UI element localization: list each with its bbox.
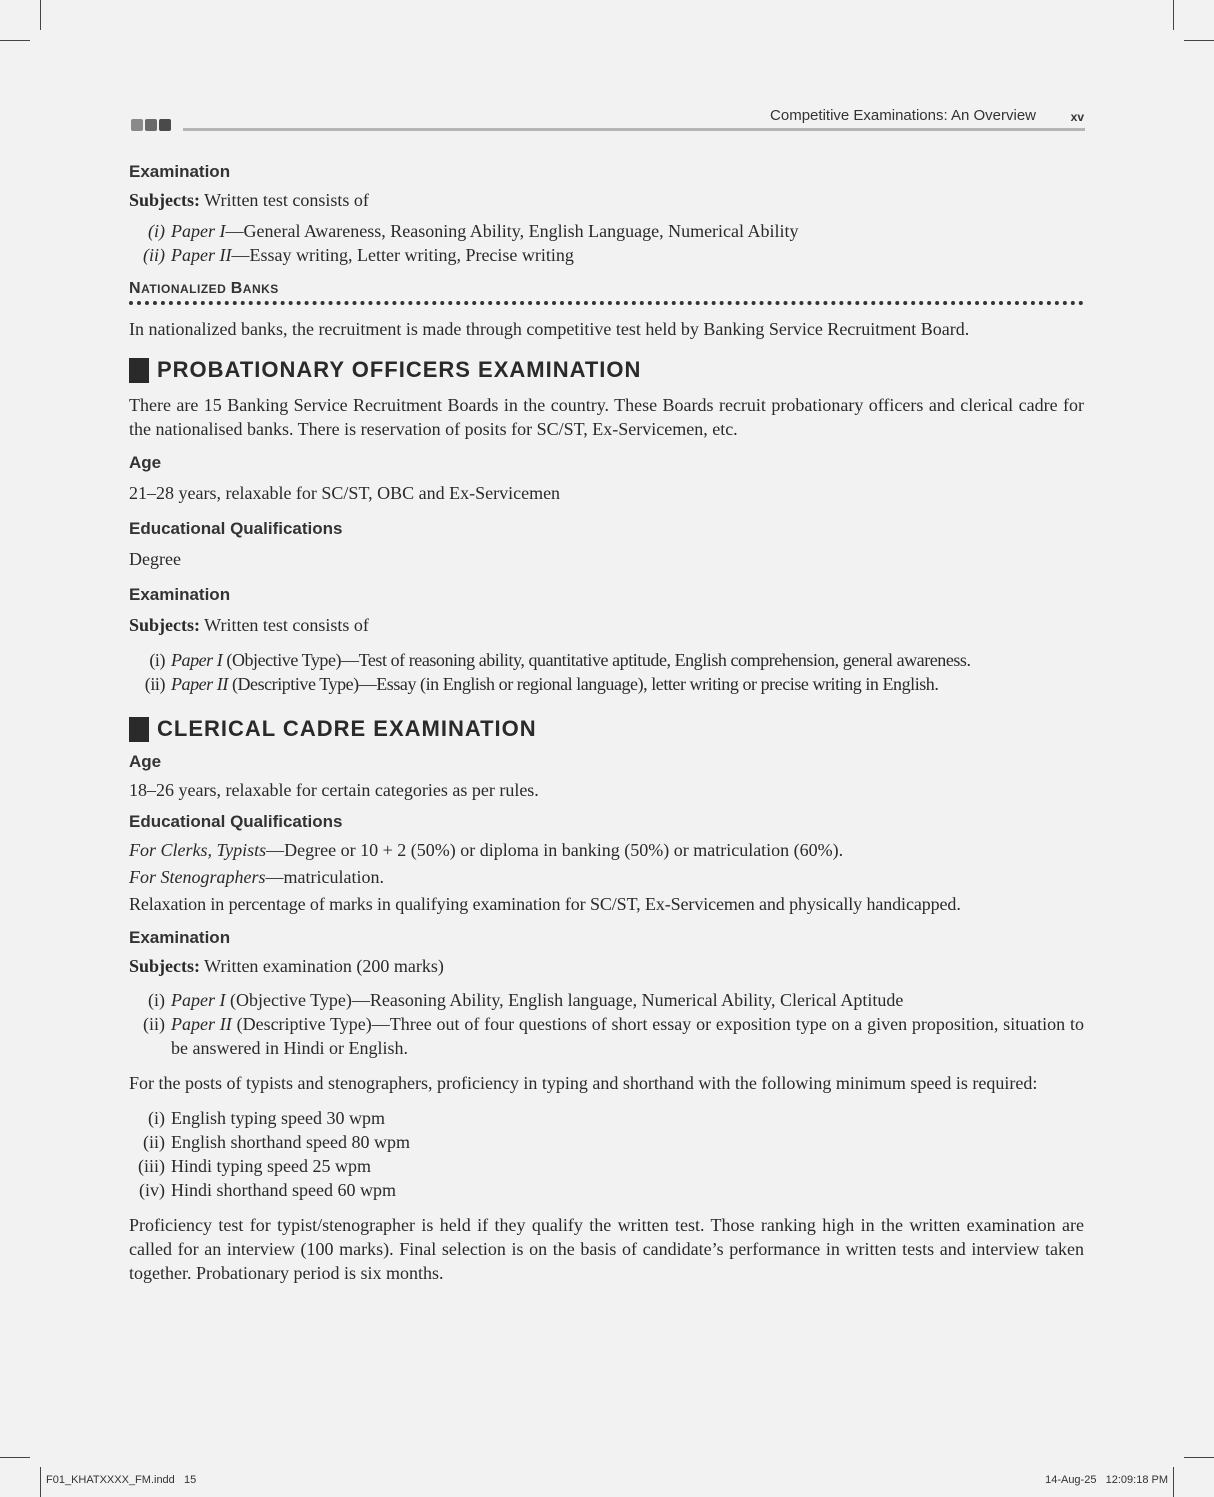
footer-timestamp: 14-Aug-25 12:09:18 PM — [1045, 1474, 1168, 1486]
subjects-label: Subjects: — [129, 956, 200, 976]
list-item — [129, 648, 1084, 672]
list-item — [129, 672, 1084, 696]
crop-mark — [1184, 1457, 1214, 1458]
item-number: (iii) — [138, 1156, 165, 1176]
list-item — [129, 1154, 1084, 1178]
examination-heading: Examination — [129, 585, 231, 604]
footer-file-slug: F01_KHATXXXX_FM.indd 15 — [46, 1474, 197, 1486]
list-item — [129, 1012, 1084, 1060]
heading-rest: ATIONALIZED — [141, 282, 227, 296]
section-heading-clerical — [129, 716, 1084, 742]
paper-text: (Objective Type)—Reasoning Ability, English language, Numerical Ability, Clerical Aptitude — [225, 990, 904, 1010]
item-number: (ii) — [143, 1132, 165, 1152]
crop-mark — [1184, 40, 1214, 41]
speed-text: English shorthand speed 80 wpm — [171, 1132, 410, 1152]
list-item — [129, 243, 1084, 267]
crop-mark — [40, 0, 41, 30]
item-number: (i) — [148, 1108, 165, 1128]
heading-block-icon — [129, 358, 149, 383]
nationalized-text: In nationalized banks, the recruitment is made through competitive test held by Banking Service Recruitment Board. — [129, 319, 970, 339]
age-text: 18–26 years, relaxable for certain categories as per rules. — [129, 780, 539, 800]
steno-qualification — [129, 865, 1084, 889]
speed-intro: For the posts of typists and stenographers, proficiency in typing and shorthand with the following minimum speed is required: — [129, 1073, 1038, 1093]
paper-name: Paper I — [171, 650, 223, 670]
item-number: (i) — [148, 221, 165, 241]
paper-name: Paper II — [171, 674, 228, 694]
subjects-label: Subjects: — [129, 615, 200, 635]
item-number: (i) — [149, 650, 165, 670]
header-decoration — [131, 118, 173, 136]
heading-initial: B — [230, 280, 243, 297]
examination-heading: Examination — [129, 162, 231, 181]
crop-mark — [1173, 0, 1174, 30]
section-title: CLERICAL CADRE EXAMINATION — [157, 716, 537, 741]
age-heading: Age — [129, 752, 162, 771]
paper-text: (Objective Type)—Test of reasoning ability, quantitative aptitude, English comprehension, general awareness. — [222, 650, 971, 670]
speed-list — [129, 1106, 1084, 1202]
item-number: (iv) — [139, 1180, 165, 1200]
relaxation-text: Relaxation in percentage of marks in qualifying examination for SC/ST, Ex-Servicemen and physically handicapped. — [129, 894, 961, 914]
list-item — [129, 988, 1084, 1012]
running-title: Competitive Examinations: An Overview — [770, 107, 1036, 124]
education-heading: Educational Qualifications — [129, 812, 343, 831]
steno-text: —matriculation. — [265, 867, 384, 887]
item-number: (ii) — [143, 1014, 165, 1034]
subjects-label: Subjects: — [129, 190, 200, 210]
heading-block-icon — [129, 717, 149, 742]
education-heading: Educational Qualifications — [129, 519, 343, 538]
speed-text: Hindi typing speed 25 wpm — [171, 1156, 371, 1176]
closing-paragraph: Proficiency test for typist/stenographer is held if they qualify the written test. Those ranking high in the written examination are called for an interview (100 marks). Final selection is on the basis of candidate’s performance in written tests and interview taken together. Probationary period is six months. — [129, 1215, 1084, 1283]
subjects-text: Written test consists of — [200, 615, 369, 635]
heading-initial: N — [129, 280, 142, 297]
age-text: 21–28 years, relaxable for SC/ST, OBC and Ex-Servicemen — [129, 483, 561, 503]
paper-text: —General Awareness, Reasoning Ability, English Language, Numerical Ability — [225, 221, 799, 241]
heading-rest: ANKS — [242, 282, 279, 296]
age-heading: Age — [129, 453, 162, 472]
paper-text: (Descriptive Type)—Three out of four questions of short essay or exposition type on a given proposition, situation to be answered in Hindi or English. — [171, 1014, 1084, 1058]
paper-list — [129, 219, 1084, 267]
subjects-text: Written test consists of — [200, 190, 369, 210]
examination-heading: Examination — [129, 928, 231, 947]
clerks-text: —Degree or 10 + 2 (50%) or diploma in banking (50%) or matriculation (60%). — [266, 840, 844, 860]
paper-name: Paper I — [171, 990, 226, 1010]
crop-mark — [1173, 1467, 1174, 1497]
paper-text: (Descriptive Type)—Essay (in English or regional language), letter writing or precise writing in English. — [227, 674, 939, 694]
speed-text: English typing speed 30 wpm — [171, 1108, 385, 1128]
item-number: (ii) — [143, 245, 165, 265]
header-rule — [183, 128, 1085, 131]
section-title: PROBATIONARY OFFICERS EXAMINATION — [157, 357, 642, 382]
steno-label: For Stenographers — [129, 867, 266, 887]
page-content — [129, 160, 1084, 1285]
education-text: Degree — [129, 549, 181, 569]
po-intro: There are 15 Banking Service Recruitment Boards in the country. These Boards recruit probationary officers and clerical cadre for the nationalised banks. There is reservation of posits for SC/ST, Ex-Servicemen, etc. — [129, 395, 1084, 439]
subjects-text: Written examination (200 marks) — [200, 956, 444, 976]
crop-mark — [0, 1457, 30, 1458]
paper-name: Paper II — [171, 1014, 232, 1034]
nationalized-banks-heading — [129, 280, 1084, 298]
subjects-line — [129, 613, 1084, 637]
item-number: (i) — [148, 990, 165, 1010]
crop-mark — [0, 40, 30, 41]
subjects-line — [129, 954, 1084, 978]
paper-name: Paper I — [171, 221, 226, 241]
page-number: xv — [1070, 110, 1084, 124]
subjects-line — [129, 188, 1084, 212]
section-heading-po — [129, 357, 1084, 383]
list-item — [129, 1178, 1084, 1202]
clerks-qualification — [129, 838, 1084, 862]
clerks-label: For Clerks, Typists — [129, 840, 267, 860]
paper-text: —Essay writing, Letter writing, Precise writing — [231, 245, 574, 265]
dotted-divider — [129, 301, 1084, 305]
paper-name: Paper II — [171, 245, 232, 265]
speed-text: Hindi shorthand speed 60 wpm — [171, 1180, 396, 1200]
crop-mark — [40, 1467, 41, 1497]
item-number: (ii) — [144, 674, 165, 694]
paper-list — [129, 988, 1084, 1060]
list-item — [129, 1130, 1084, 1154]
paper-list — [129, 648, 1084, 696]
list-item — [129, 219, 1084, 243]
list-item — [129, 1106, 1084, 1130]
